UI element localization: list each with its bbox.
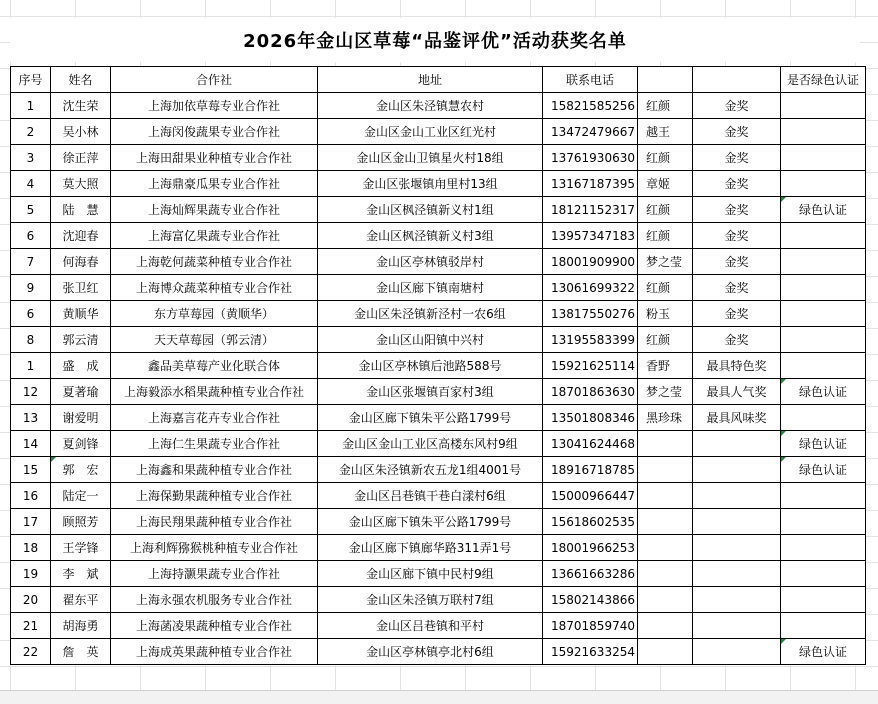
cell-award[interactable]: [692, 561, 780, 587]
cell-green[interactable]: [780, 119, 865, 145]
cell-no[interactable]: 9: [11, 275, 51, 301]
cell-variety[interactable]: 红颜: [637, 197, 692, 223]
cell-award[interactable]: 金奖: [692, 301, 780, 327]
cell-phone[interactable]: 18701859740: [543, 613, 638, 639]
cell-no[interactable]: 6: [11, 223, 51, 249]
cell-green[interactable]: 绿色认证: [780, 379, 865, 405]
cell-address[interactable]: 金山区枫泾镇新义村3组: [318, 223, 543, 249]
table-row: [11, 639, 866, 665]
cell-name[interactable]: 郭云清: [51, 327, 111, 353]
cell-phone[interactable]: 18001909900: [543, 249, 638, 275]
cell-address[interactable]: 金山区朱泾镇慧农村: [318, 93, 543, 119]
sheet-bottom-strip: [0, 690, 878, 704]
cell-phone[interactable]: 13195583399: [543, 327, 638, 353]
table-row: [11, 431, 866, 457]
cell-no[interactable]: 4: [11, 171, 51, 197]
cell-coop[interactable]: 上海民翔果蔬种植专业合作社: [111, 509, 318, 535]
cell-variety[interactable]: 粉玉: [637, 301, 692, 327]
cell-variety[interactable]: [637, 535, 692, 561]
cell-no[interactable]: 12: [11, 379, 51, 405]
cell-award[interactable]: [692, 483, 780, 509]
cell-award[interactable]: 金奖: [692, 119, 780, 145]
cell-green[interactable]: [780, 509, 865, 535]
table-row: [11, 509, 866, 535]
cell-address[interactable]: 金山区廊下镇朱平公路1799号: [318, 509, 543, 535]
cell-name[interactable]: 徐正萍: [51, 145, 111, 171]
table-row: [11, 119, 866, 145]
cell-coop[interactable]: 上海加依草莓专业合作社: [111, 93, 318, 119]
cell-phone[interactable]: 18001966253: [543, 535, 638, 561]
cell-coop[interactable]: 上海乾何蔬菜种植专业合作社: [111, 249, 318, 275]
cell-coop[interactable]: 上海永强农机服务专业合作社: [111, 587, 318, 613]
cell-no[interactable]: 1: [11, 353, 51, 379]
cell-name[interactable]: 盛 成: [51, 353, 111, 379]
cell-green[interactable]: [780, 353, 865, 379]
cell-phone[interactable]: 15821585256: [543, 93, 638, 119]
cell-phone[interactable]: 15921633254: [543, 639, 638, 665]
cell-phone[interactable]: 18121152317: [543, 197, 638, 223]
cell-phone[interactable]: 15921625114: [543, 353, 638, 379]
cell-address[interactable]: 金山区亭林镇亭北村6组: [318, 639, 543, 665]
cell-name[interactable]: 何海春: [51, 249, 111, 275]
cell-name[interactable]: 莫大照: [51, 171, 111, 197]
cell-award[interactable]: 金奖: [692, 275, 780, 301]
cell-award[interactable]: 最具风味奖: [692, 405, 780, 431]
header-cell-no[interactable]: 序号: [11, 67, 51, 93]
table-row: [11, 223, 866, 249]
cell-variety[interactable]: [637, 561, 692, 587]
cell-address[interactable]: 金山区金山工业区红光村: [318, 119, 543, 145]
cell-no[interactable]: 8: [11, 327, 51, 353]
cell-coop[interactable]: 上海鑫和果蔬种植专业合作社: [111, 457, 318, 483]
table-row: [11, 327, 866, 353]
cell-address[interactable]: 金山区张堰镇百家村3组: [318, 379, 543, 405]
table-row: [11, 171, 866, 197]
table-row: [11, 483, 866, 509]
cell-no[interactable]: 19: [11, 561, 51, 587]
table-row: [11, 197, 866, 223]
cell-phone[interactable]: 13472479667: [543, 119, 638, 145]
cell-phone[interactable]: 13167187395: [543, 171, 638, 197]
cell-name[interactable]: 陆定一: [51, 483, 111, 509]
cell-no[interactable]: 5: [11, 197, 51, 223]
table-row: [11, 405, 866, 431]
cell-no[interactable]: 17: [11, 509, 51, 535]
cell-phone[interactable]: 18701863630: [543, 379, 638, 405]
cell-variety[interactable]: 红颜: [637, 223, 692, 249]
cell-address[interactable]: 金山区枫泾镇新义村1组: [318, 197, 543, 223]
cell-name[interactable]: 陆 慧: [51, 197, 111, 223]
cell-phone[interactable]: 18916718785: [543, 457, 638, 483]
cell-variety[interactable]: [637, 613, 692, 639]
cell-green[interactable]: [780, 93, 865, 119]
cell-name[interactable]: 黄顺华: [51, 301, 111, 327]
cell-name[interactable]: 吴小林: [51, 119, 111, 145]
cell-variety[interactable]: 红颜: [637, 145, 692, 171]
cell-variety[interactable]: 红颜: [637, 93, 692, 119]
table-row: [11, 275, 866, 301]
cell-name[interactable]: 詹 英: [51, 639, 111, 665]
cell-coop[interactable]: 上海闵俊蔬果专业合作社: [111, 119, 318, 145]
cell-no[interactable]: 1: [11, 93, 51, 119]
cell-coop[interactable]: 上海利辉猕猴桃种植专业合作社: [111, 535, 318, 561]
cell-phone[interactable]: 13061699322: [543, 275, 638, 301]
cell-coop[interactable]: 上海博众蔬菜种植专业合作社: [111, 275, 318, 301]
cell-name[interactable]: 沈生荣: [51, 93, 111, 119]
cell-variety[interactable]: 梦之莹: [637, 379, 692, 405]
cell-green[interactable]: [780, 405, 865, 431]
cell-variety[interactable]: [637, 457, 692, 483]
cell-address[interactable]: 金山区金山卫镇星火村18组: [318, 145, 543, 171]
cell-green[interactable]: [780, 483, 865, 509]
header-cell-name[interactable]: 姓名: [51, 67, 111, 93]
cell-no[interactable]: 13: [11, 405, 51, 431]
cell-coop[interactable]: 上海保勤果蔬种植专业合作社: [111, 483, 318, 509]
cell-green[interactable]: [780, 561, 865, 587]
cell-award[interactable]: [692, 457, 780, 483]
cell-coop[interactable]: 上海富亿果蔬专业合作社: [111, 223, 318, 249]
cell-variety[interactable]: 红颜: [637, 275, 692, 301]
cell-variety[interactable]: [637, 639, 692, 665]
cell-green[interactable]: [780, 327, 865, 353]
cell-green[interactable]: 绿色认证: [780, 197, 865, 223]
sheet-title: 2026年金山区草莓“品鉴评优”活动获奖名单: [10, 18, 860, 62]
cell-phone[interactable]: 13661663286: [543, 561, 638, 587]
cell-award[interactable]: [692, 613, 780, 639]
table-row: [11, 93, 866, 119]
cell-name[interactable]: 夏著瑜: [51, 379, 111, 405]
cell-name[interactable]: 谢爱明: [51, 405, 111, 431]
cell-green[interactable]: [780, 301, 865, 327]
cell-no[interactable]: 15: [11, 457, 51, 483]
cell-green[interactable]: [780, 613, 865, 639]
table-row: [11, 379, 866, 405]
table-row: [11, 457, 866, 483]
cell-award[interactable]: 最具人气奖: [692, 379, 780, 405]
cell-award[interactable]: 金奖: [692, 171, 780, 197]
cell-address[interactable]: 金山区张堰镇甪里村13组: [318, 171, 543, 197]
header-cell-address[interactable]: 地址: [318, 67, 543, 93]
cell-phone[interactable]: 15000966447: [543, 483, 638, 509]
cell-no[interactable]: 22: [11, 639, 51, 665]
cell-coop[interactable]: 上海鼎豪瓜果专业合作社: [111, 171, 318, 197]
cell-no[interactable]: 14: [11, 431, 51, 457]
cell-no[interactable]: 21: [11, 613, 51, 639]
cell-award[interactable]: 最具特色奖: [692, 353, 780, 379]
cell-address[interactable]: 金山区山阳镇中兴村: [318, 327, 543, 353]
cell-award[interactable]: 金奖: [692, 223, 780, 249]
cell-coop[interactable]: 上海田甜果业种植专业合作社: [111, 145, 318, 171]
cell-no[interactable]: 16: [11, 483, 51, 509]
cell-no[interactable]: 6: [11, 301, 51, 327]
cell-address[interactable]: 金山区廊下镇南塘村: [318, 275, 543, 301]
cell-phone[interactable]: 13761930630: [543, 145, 638, 171]
cell-address[interactable]: 金山区吕巷镇和平村: [318, 613, 543, 639]
cell-coop[interactable]: 上海毅添水稻果蔬种植专业合作社: [111, 379, 318, 405]
cell-variety[interactable]: 黑珍珠: [637, 405, 692, 431]
cell-green[interactable]: [780, 587, 865, 613]
cell-award[interactable]: 金奖: [692, 93, 780, 119]
cell-name[interactable]: 沈迎春: [51, 223, 111, 249]
cell-phone[interactable]: 15618602535: [543, 509, 638, 535]
cell-address[interactable]: 金山区朱泾镇万联村7组: [318, 587, 543, 613]
cell-coop[interactable]: 东方草莓园（黄顺华）: [111, 301, 318, 327]
table-row: [11, 561, 866, 587]
cell-green[interactable]: [780, 145, 865, 171]
cell-coop[interactable]: 上海菡凌果蔬种植专业合作社: [111, 613, 318, 639]
cell-no[interactable]: 7: [11, 249, 51, 275]
cell-phone[interactable]: 13957347183: [543, 223, 638, 249]
cell-variety[interactable]: 红颜: [637, 327, 692, 353]
cell-award[interactable]: 金奖: [692, 327, 780, 353]
header-cell-award[interactable]: [692, 67, 780, 93]
cell-name[interactable]: 郭 宏: [51, 457, 111, 483]
cell-coop[interactable]: 上海仁生果蔬专业合作社: [111, 431, 318, 457]
cell-award[interactable]: [692, 535, 780, 561]
cell-green[interactable]: [780, 275, 865, 301]
cell-address[interactable]: 金山区廊下镇中民村9组: [318, 561, 543, 587]
cell-green[interactable]: [780, 249, 865, 275]
cell-variety[interactable]: 越王: [637, 119, 692, 145]
cell-variety[interactable]: 章姬: [637, 171, 692, 197]
cell-no[interactable]: 20: [11, 587, 51, 613]
cell-green[interactable]: [780, 223, 865, 249]
cell-address[interactable]: 金山区廊下镇朱平公路1799号: [318, 405, 543, 431]
header-cell-coop[interactable]: 合作社: [111, 67, 318, 93]
cell-award[interactable]: [692, 639, 780, 665]
cell-award[interactable]: 金奖: [692, 145, 780, 171]
cell-coop[interactable]: 上海成英果蔬种植专业合作社: [111, 639, 318, 665]
table-row: [11, 249, 866, 275]
cell-address[interactable]: 金山区亭林镇后池路588号: [318, 353, 543, 379]
table-row: [11, 535, 866, 561]
cell-award[interactable]: 金奖: [692, 197, 780, 223]
cell-green[interactable]: 绿色认证: [780, 457, 865, 483]
cell-no[interactable]: 3: [11, 145, 51, 171]
cell-coop[interactable]: 上海灿辉果蔬专业合作社: [111, 197, 318, 223]
award-list-table: [10, 66, 866, 665]
cell-name[interactable]: 夏剑锋: [51, 431, 111, 457]
table-row: [11, 587, 866, 613]
cell-variety[interactable]: [637, 483, 692, 509]
cell-green[interactable]: 绿色认证: [780, 431, 865, 457]
cell-address[interactable]: 金山区亭林镇驳岸村: [318, 249, 543, 275]
cell-coop[interactable]: 上海持灏果蔬专业合作社: [111, 561, 318, 587]
cell-address[interactable]: 金山区吕巷镇干巷白漾村6组: [318, 483, 543, 509]
cell-award[interactable]: 金奖: [692, 249, 780, 275]
cell-name[interactable]: 胡海勇: [51, 613, 111, 639]
cell-award[interactable]: [692, 509, 780, 535]
cell-no[interactable]: 2: [11, 119, 51, 145]
cell-phone[interactable]: 15802143866: [543, 587, 638, 613]
cell-phone[interactable]: 13817550276: [543, 301, 638, 327]
cell-green[interactable]: 绿色认证: [780, 639, 865, 665]
header-cell-phone[interactable]: 联系电话: [543, 67, 638, 93]
table-row: [11, 613, 866, 639]
cell-variety[interactable]: 香野: [637, 353, 692, 379]
cell-address[interactable]: 金山区朱泾镇新泾村一农6组: [318, 301, 543, 327]
table-row: [11, 301, 866, 327]
header-row: [11, 67, 866, 93]
cell-award[interactable]: [692, 587, 780, 613]
cell-name[interactable]: 顾照芳: [51, 509, 111, 535]
cell-no[interactable]: 18: [11, 535, 51, 561]
cell-address[interactable]: 金山区金山工业区高楼东风村9组: [318, 431, 543, 457]
cell-address[interactable]: 金山区廊下镇廊华路311弄1号: [318, 535, 543, 561]
table-row: [11, 353, 866, 379]
cell-coop[interactable]: 鑫品美草莓产业化联合体: [111, 353, 318, 379]
cell-green[interactable]: [780, 535, 865, 561]
cell-name[interactable]: 张卫红: [51, 275, 111, 301]
cell-name[interactable]: 王学锋: [51, 535, 111, 561]
cell-coop[interactable]: 上海嘉言花卉专业合作社: [111, 405, 318, 431]
cell-name[interactable]: 李 斌: [51, 561, 111, 587]
cell-phone[interactable]: 13501808346: [543, 405, 638, 431]
cell-green[interactable]: [780, 171, 865, 197]
header-cell-green[interactable]: 是否绿色认证: [780, 67, 865, 93]
cell-phone[interactable]: 13041624468: [543, 431, 638, 457]
cell-name[interactable]: 翟东平: [51, 587, 111, 613]
cell-variety[interactable]: [637, 431, 692, 457]
header-cell-variety[interactable]: [637, 67, 692, 93]
cell-variety[interactable]: 梦之莹: [637, 249, 692, 275]
table-row: [11, 145, 866, 171]
cell-address[interactable]: 金山区朱泾镇新农五龙1组4001号: [318, 457, 543, 483]
cell-award[interactable]: [692, 431, 780, 457]
cell-variety[interactable]: [637, 587, 692, 613]
cell-variety[interactable]: [637, 509, 692, 535]
cell-coop[interactable]: 天天草莓园（郭云清）: [111, 327, 318, 353]
